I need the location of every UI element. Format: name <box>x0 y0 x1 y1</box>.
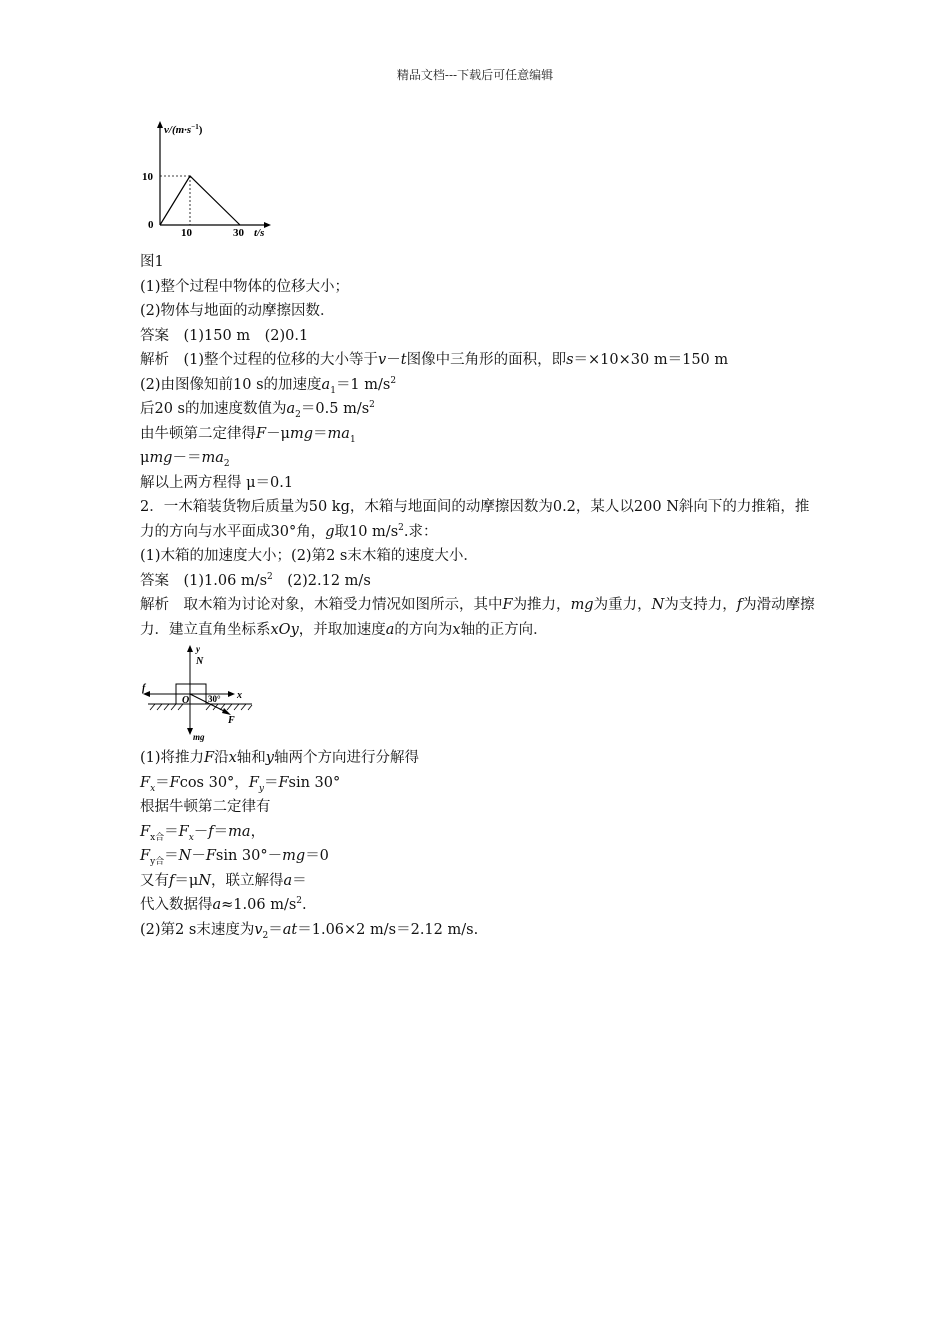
decomposition-5: $F_{y合}=N-Fsin$ 30°－mg＝0 <box>140 848 329 867</box>
y-tick-10: 10 <box>142 171 153 183</box>
solution-line-3: 后20 s的加速度数值为$a_2=0.5$ $m/s^2$ <box>140 400 375 420</box>
question-2: (2)物体与地面的动摩擦因数． <box>140 303 335 319</box>
solution-line-4: 由牛顿第二定律得$F-\mu mg=ma_1$ <box>140 425 356 445</box>
ground-hatching <box>150 704 252 710</box>
force-diagram <box>140 644 260 742</box>
decomposition-7: 代入数据得a≈1.06 $m/s^2$. <box>140 896 307 913</box>
question-1: (1)整个过程中物体的位移大小； <box>140 278 350 295</box>
answer-1: 答案 (1)150 m (2)0.1 <box>140 327 309 344</box>
decomposition-2: $F_x=Fcos$ 30°，$F_y=Fsin$ 30° <box>140 774 341 794</box>
label-O: O <box>182 695 190 706</box>
answer-2: 答案 (1)1.06 $m/s^2$ (2)2.12 m/s <box>140 571 371 589</box>
label-f: f <box>142 683 146 694</box>
solution-line-5: $\mu mg-=ma_2$ <box>140 450 230 469</box>
x-tick-30: 30 <box>233 227 244 239</box>
solution-line-2: (2)由图像知前10 s的加速度$a_1=1$ $m/s^2$ <box>140 375 397 396</box>
x-arrow <box>228 691 235 697</box>
label-mg: mg <box>193 732 205 742</box>
label-y: y <box>196 644 200 654</box>
y-axis-label: $v/(m\cdot s^{-1})$ <box>164 123 203 136</box>
decomposition-8: (2)第2 s末速度为$v_2=at=1.06\times 2$ m/s＝2.12 m/s. <box>140 921 479 941</box>
y-axis-arrow <box>157 121 163 128</box>
decomposition-3: 根据牛顿第二定律有 <box>140 799 271 815</box>
velocity-line <box>160 176 240 225</box>
solution-line-6: 解以上两方程得 μ＝0.1 <box>140 474 294 491</box>
x-tick-10: 10 <box>181 227 192 239</box>
y-arrow <box>187 645 193 652</box>
figure-caption: 图1 <box>140 254 164 270</box>
velocity-time-graph <box>140 120 280 240</box>
decomposition-1: (1)将推力F沿x轴和y轴两个方向进行分解得 <box>140 750 419 766</box>
problem-2: 2．一木箱装货物后质量为50 kg，木箱与地面间的动摩擦因数为0.2，某人以200 N斜向下的力推箱，推力的方向与水平面成30°角，g取10 $m/s^2$.求： <box>140 499 810 540</box>
document-body <box>140 250 820 942</box>
label-x: x <box>237 690 242 701</box>
x-axis-arrow <box>264 222 271 228</box>
label-F: F <box>228 715 235 726</box>
decomposition-6: 又有f＝μN，联立解得a＝ <box>140 872 307 889</box>
F-arrow <box>222 708 231 715</box>
x-axis-label: t/s <box>254 227 265 239</box>
decomposition-4: $F_{x合}=F_x-f=ma$， <box>140 823 266 843</box>
problem-2-questions: (1)木箱的加速度大小；(2)第2 s末木箱的速度大小． <box>140 548 478 564</box>
analysis-2: 解析 取木箱为讨论对象，木箱受力情况如图所示，其中F为推力，mg为重力，N为支持力，f为滑动摩擦力．建立直角坐标系xOy，并取加速度a的方向为x轴的正方向． <box>140 597 815 638</box>
origin-label: 0 <box>148 219 154 231</box>
label-angle: 30° <box>208 694 221 704</box>
solution-line-1: 解析 (1)整个过程的位移的大小等于v－t图像中三角形的面积，即s＝×10×30 m＝150 m <box>140 352 729 368</box>
page-header: 精品文档---下载后可任意编辑 <box>396 68 554 82</box>
label-N: N <box>196 656 204 667</box>
